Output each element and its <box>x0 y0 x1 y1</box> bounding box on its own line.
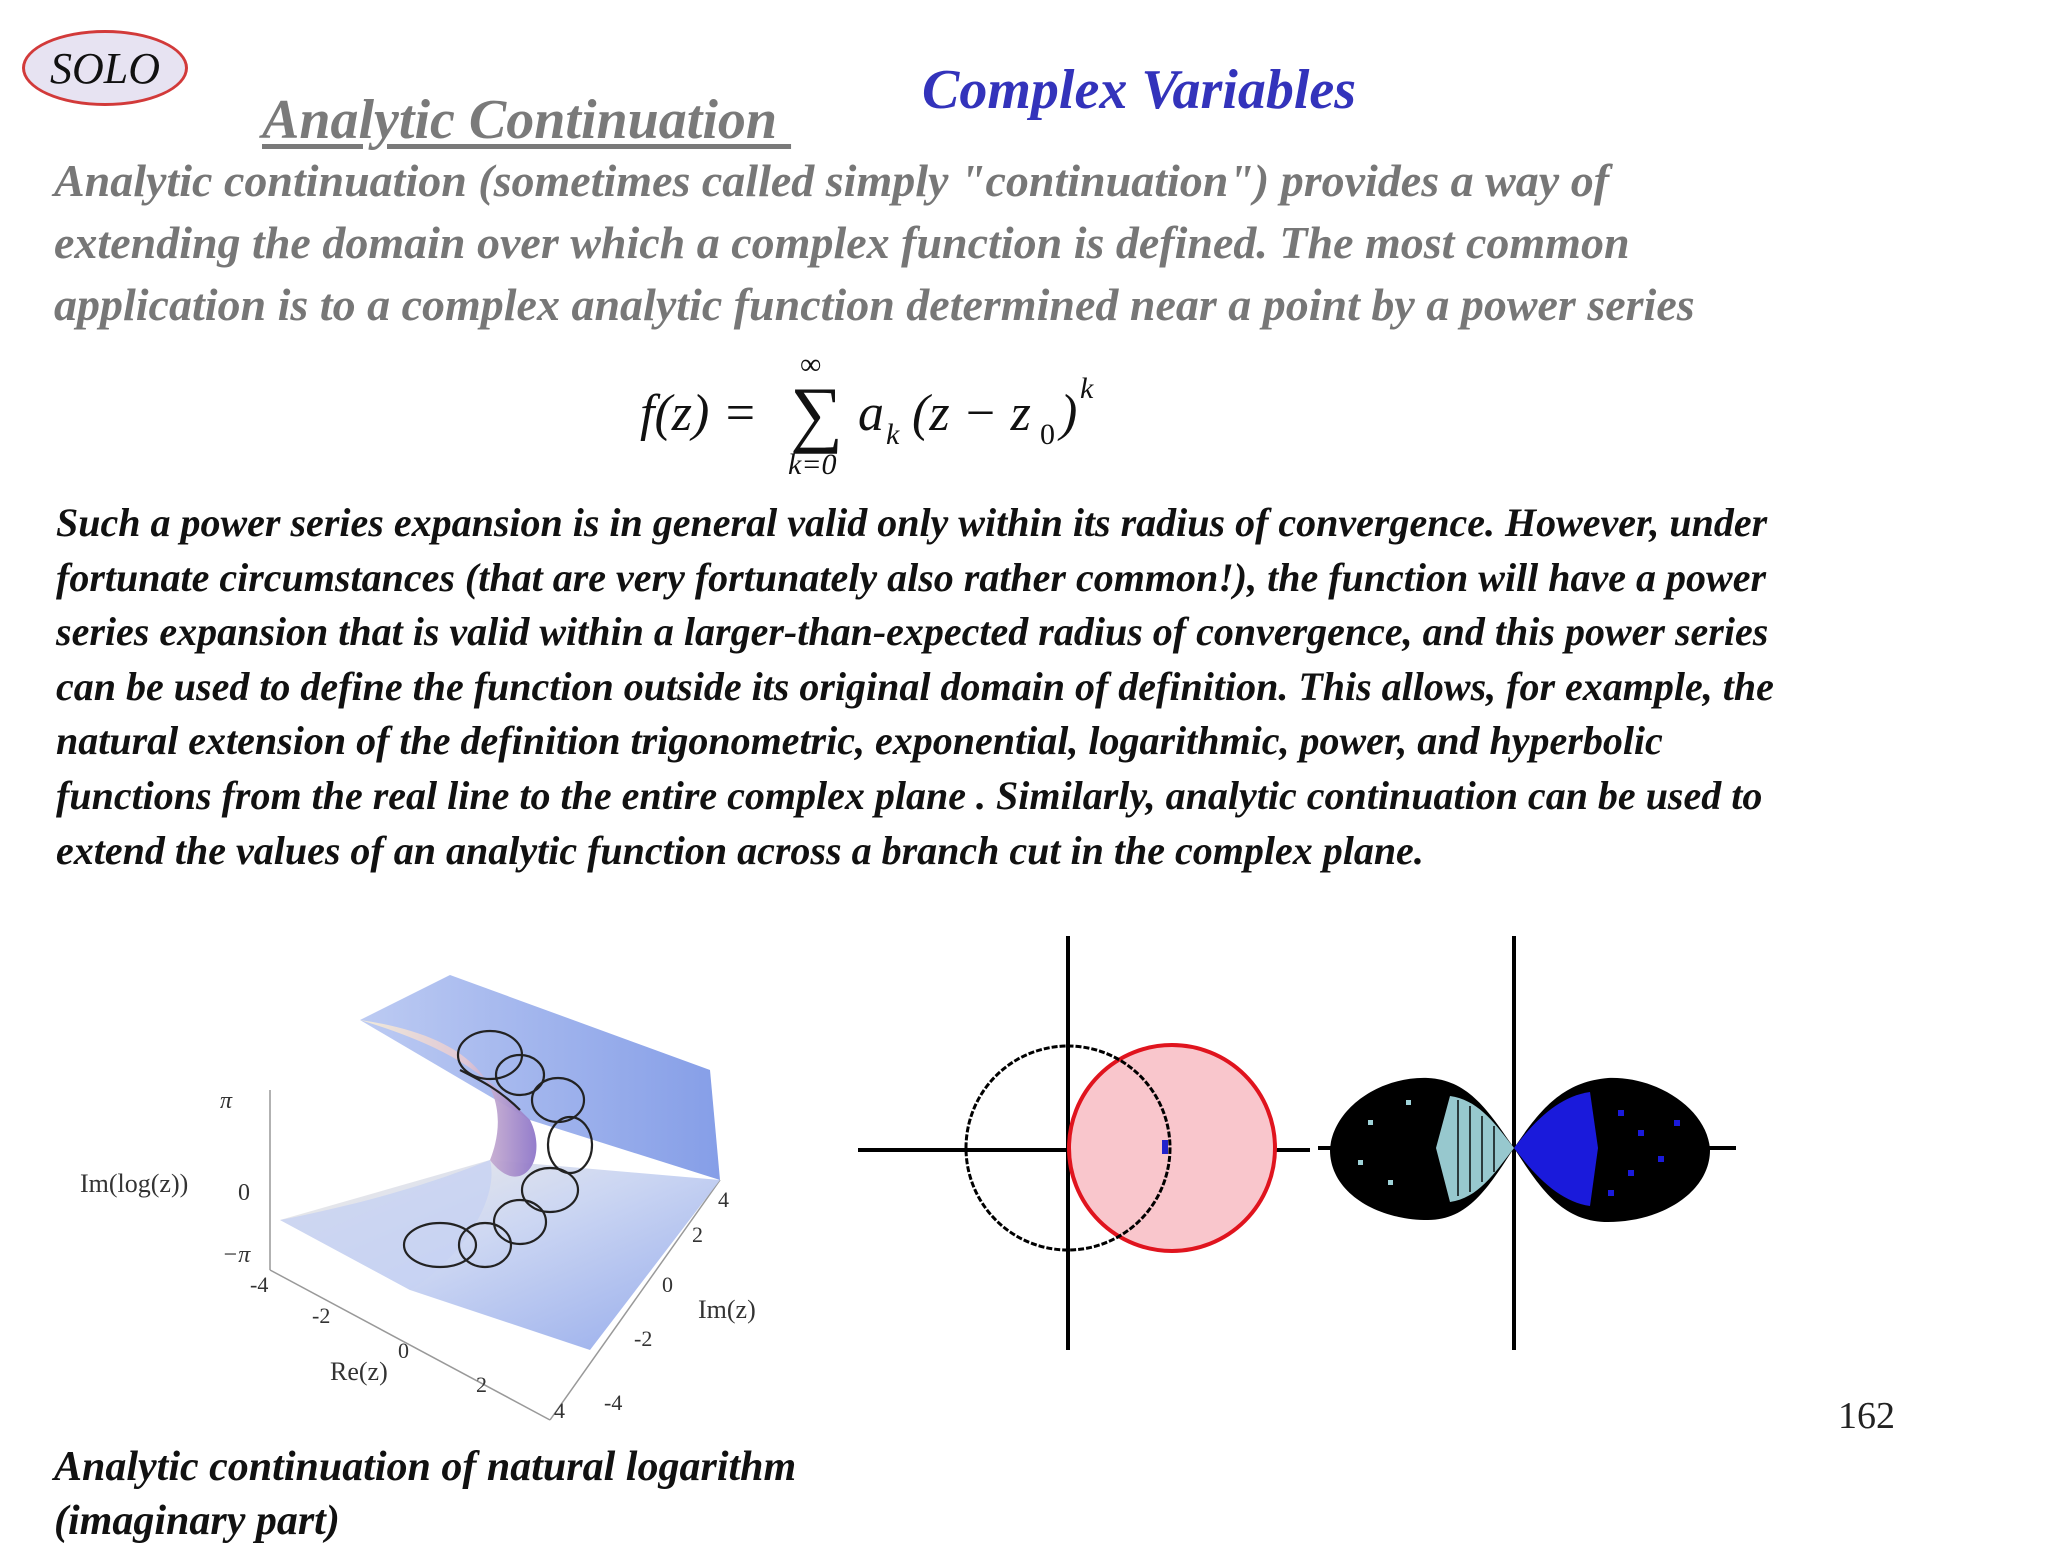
formula-sum-symbol: ∑ <box>790 373 843 455</box>
body-line: can be used to define the function outside its original domain of definition. This allows, for example, the <box>56 663 1774 709</box>
y-tick: 2 <box>692 1222 703 1247</box>
upper-sheet <box>360 975 720 1180</box>
power-series-formula <box>640 348 1100 490</box>
body-line: functions from the real line to the entire complex plane . Similarly, analytic continuation can be used to <box>56 772 1763 818</box>
y-tick: 0 <box>662 1272 673 1297</box>
formula-z-subscript: 0 <box>1040 418 1055 451</box>
figure-caption <box>54 1440 954 1548</box>
formula-exponent: k <box>1080 372 1094 405</box>
body-paragraph <box>56 496 2026 878</box>
intro-line: Analytic continuation (sometimes called simply "continuation") provides a way of <box>54 155 1610 206</box>
solo-badge-label: SOLO <box>49 43 161 93</box>
caption-line: (imaginary part) <box>54 1498 340 1544</box>
x-tick: 2 <box>476 1372 487 1397</box>
continued-disk <box>1069 1045 1275 1251</box>
formula-close-paren: ) <box>1060 385 1078 442</box>
formula-paren: (z − z <box>912 385 1031 442</box>
z-tick-pi: π <box>220 1088 233 1114</box>
x-axis-label: Re(z) <box>330 1357 388 1386</box>
course-title: Complex Variables <box>922 59 1357 121</box>
formula-sum-lower: k=0 <box>788 448 837 481</box>
body-line: extend the values of an analytic function across a branch cut in the complex plane. <box>56 827 1424 873</box>
caption-line: Analytic continuation of natural logarithm <box>54 1444 797 1490</box>
y-tick: -4 <box>604 1390 623 1415</box>
page-number: 162 <box>1838 1395 1895 1437</box>
formula-sum-upper: ∞ <box>800 348 822 381</box>
y-tick: 4 <box>718 1187 729 1212</box>
y-axis-label: Im(z) <box>698 1295 756 1324</box>
right-lobe-inner <box>1514 1092 1598 1206</box>
solo-badge <box>22 30 188 106</box>
z-tick-minus-pi: −π <box>222 1242 251 1268</box>
formula-lhs: f(z) = <box>640 385 758 442</box>
z-tick-zero: 0 <box>238 1180 250 1206</box>
z-axis-label: Im(log(z)) <box>80 1169 189 1198</box>
intro-line: application is to a complex analytic function determined near a point by a power series <box>54 279 1695 330</box>
formula-coefficient-subscript: k <box>886 418 900 451</box>
x-tick: -2 <box>312 1303 331 1328</box>
y-tick: -2 <box>634 1326 653 1351</box>
left-lobe-inner <box>1436 1096 1514 1202</box>
convergence-lobes-diagram <box>1318 930 1738 1360</box>
intro-line: extending the domain over which a complex function is defined. The most common <box>54 217 1630 268</box>
expansion-point <box>1162 1140 1168 1154</box>
x-tick: 4 <box>554 1398 565 1423</box>
body-line: Such a power series expansion is in general valid only within its radius of convergence. However, under <box>56 500 1768 545</box>
body-line: fortunate circumstances (that are very fortunately also rather common!), the function will have a power <box>56 554 1767 600</box>
x-tick: -4 <box>250 1272 269 1297</box>
section-title: Analytic Continuation <box>262 89 792 151</box>
x-tick: 0 <box>398 1338 409 1363</box>
log-surface-plot <box>80 960 800 1430</box>
intro-paragraph <box>54 150 2014 336</box>
body-line: natural extension of the definition trigonometric, exponential, logarithmic, power, and hyperbolic <box>56 718 1663 764</box>
body-line: series expansion that is valid within a larger-than-expected radius of convergence, and this power series <box>56 609 1769 655</box>
formula-coefficient: a <box>858 385 884 442</box>
overlapping-disks-diagram <box>850 930 1310 1360</box>
